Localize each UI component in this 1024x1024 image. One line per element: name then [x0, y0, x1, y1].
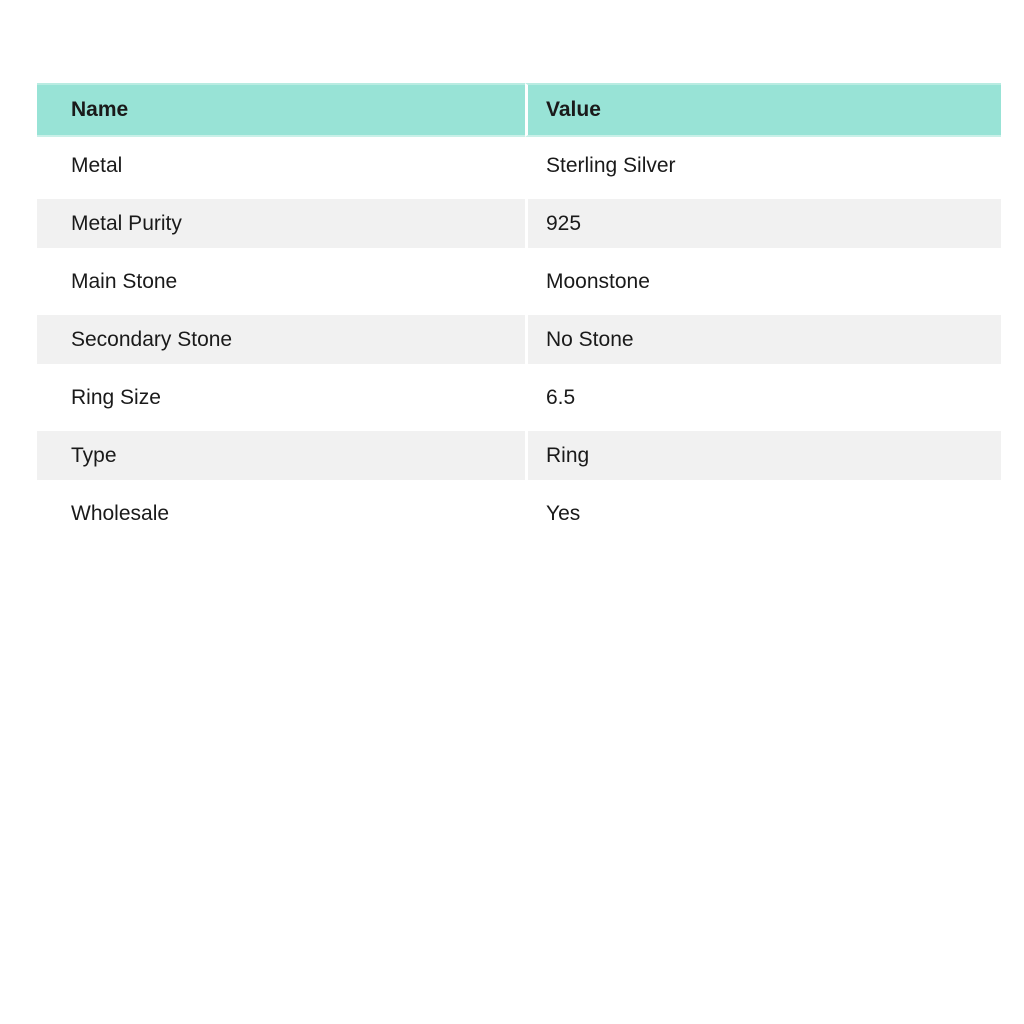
table-header-row [37, 83, 1001, 137]
attribute-name-cell: Main Stone [37, 253, 525, 311]
table-row [37, 485, 1001, 543]
product-attributes-table-container [37, 83, 1001, 543]
attribute-value-cell: Moonstone [525, 253, 1001, 311]
attribute-value-cell: No Stone [525, 311, 1001, 369]
attribute-value-cell: Yes [525, 485, 1001, 543]
attribute-name-cell: Metal [37, 137, 525, 195]
attribute-value-cell: Sterling Silver [525, 137, 1001, 195]
attribute-value-cell: 6.5 [525, 369, 1001, 427]
table-row [37, 311, 1001, 369]
attribute-name-cell: Type [37, 427, 525, 485]
attribute-value-cell: 925 [525, 195, 1001, 253]
attribute-name-cell: Wholesale [37, 485, 525, 543]
attribute-name-cell: Metal Purity [37, 195, 525, 253]
product-attributes-table [37, 83, 1001, 543]
table-row [37, 253, 1001, 311]
table-row [37, 369, 1001, 427]
attribute-name-cell: Ring Size [37, 369, 525, 427]
column-header-value: Value [525, 83, 1001, 137]
table-row [37, 137, 1001, 195]
table-row [37, 427, 1001, 485]
attribute-name-cell: Secondary Stone [37, 311, 525, 369]
table-row [37, 195, 1001, 253]
column-header-name: Name [37, 83, 525, 137]
attribute-value-cell: Ring [525, 427, 1001, 485]
